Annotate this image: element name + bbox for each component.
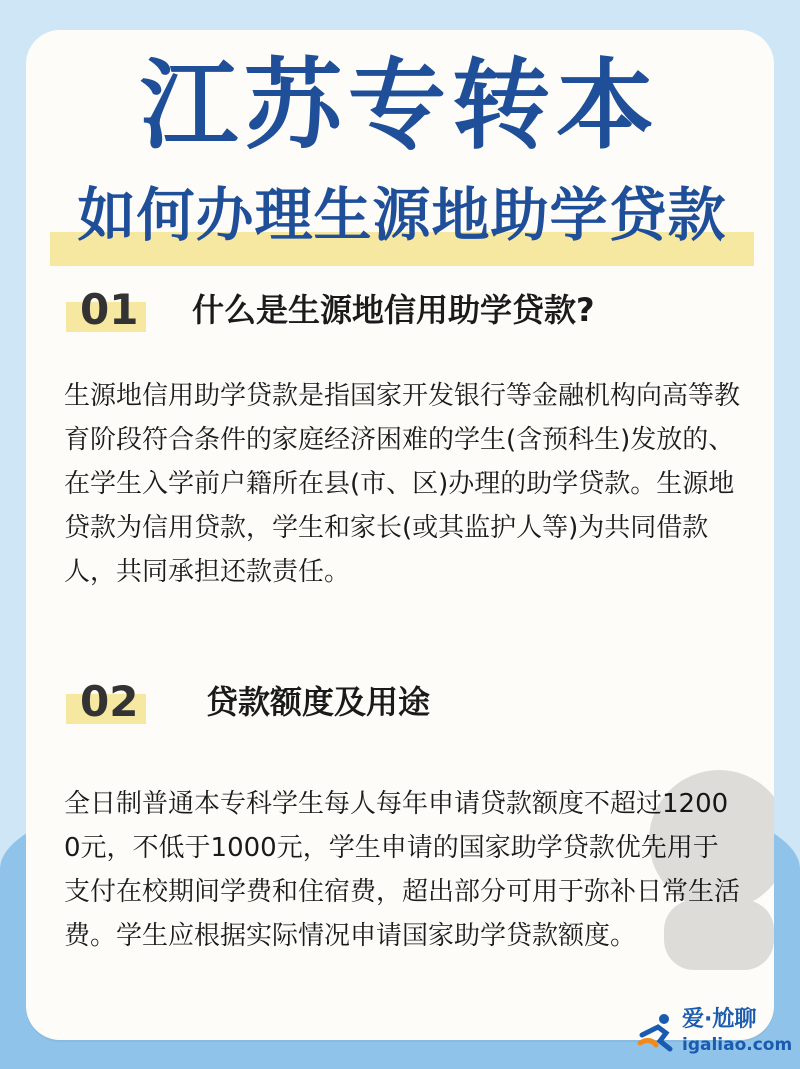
- section-01-header: [50, 278, 754, 348]
- mascot-illustration: [624, 760, 774, 970]
- watermark-url: igaliao.com: [682, 1035, 793, 1055]
- section-title: 贷款额度及用途: [206, 683, 431, 721]
- watermark-name: 爱·尬聊: [682, 1007, 757, 1032]
- watermark: [636, 1005, 793, 1061]
- section-02-body: 全日制普通本专科学生每人每年申请贷款额度不超过12000元，不低于1000元，学生申请的国家助学贷款优先用于支付在校期间学费和住宿费，超出部分可用于弥补日常生活费。学生应根据实际情况申请国家助学贷款额度。: [64, 789, 741, 951]
- section-02-header: [50, 670, 754, 740]
- section-number: 01: [80, 285, 139, 334]
- page-subtitle: 如何办理生源地助学贷款: [77, 181, 727, 249]
- subtitle-block: [50, 170, 754, 280]
- runner-logo-icon: [636, 1011, 680, 1055]
- section-title: 什么是生源地信用助学贷款?: [192, 291, 595, 329]
- content-card: [26, 30, 774, 1040]
- page-title: 江苏专转本: [139, 49, 660, 163]
- section-number: 02: [80, 677, 139, 726]
- section-01-body: 生源地信用助学贷款是指国家开发银行等金融机构向高等教育阶段符合条件的家庭经济困难的学生(含预科生)发放的、在学生入学前户籍所在县(市、区)办理的助学贷款。生源地贷款为信用贷款，学生和家长(或其监护人等)为共同借款人，共同承担还款责任。: [64, 381, 741, 587]
